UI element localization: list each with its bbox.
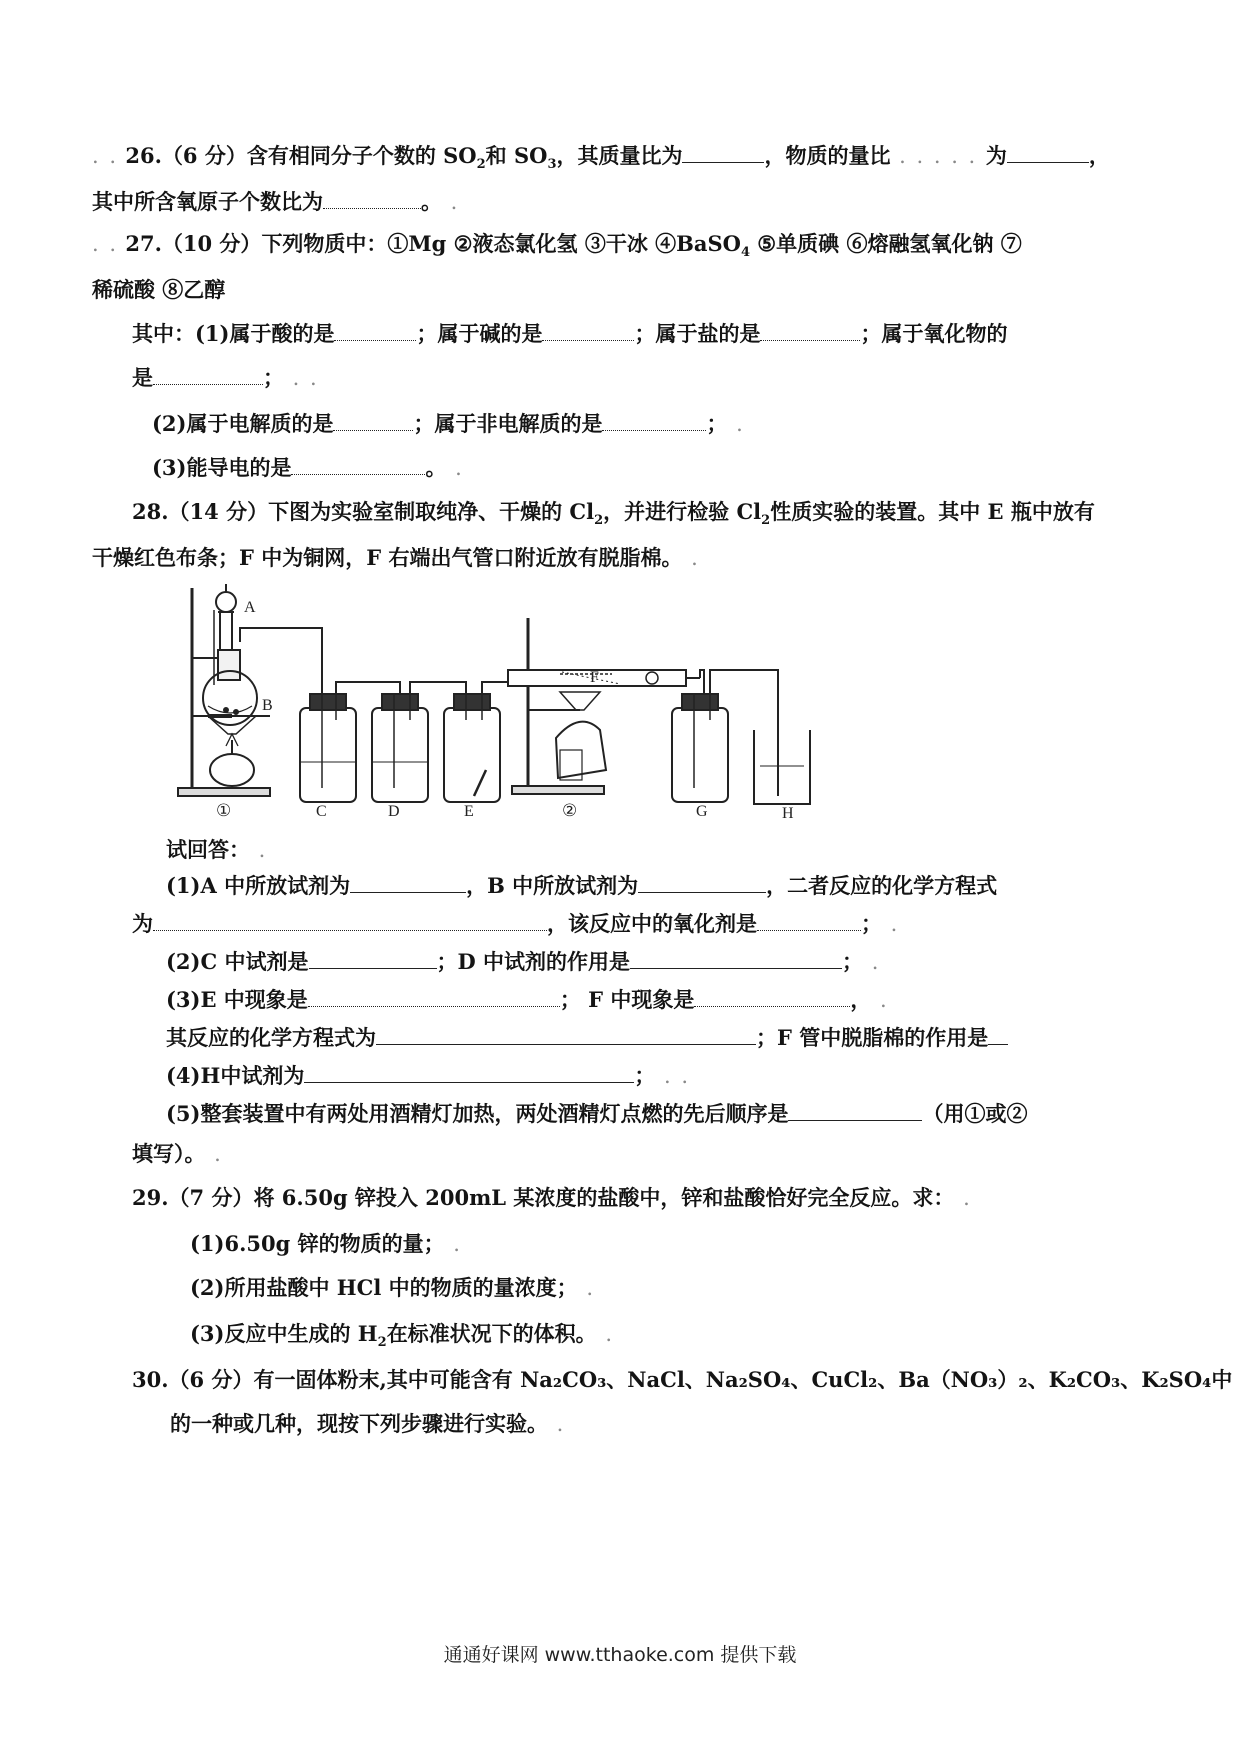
q26-line2: 其中所含氧原子个数比为 。 . — [92, 189, 460, 214]
label-G: G — [696, 803, 708, 820]
label-E: E — [464, 803, 474, 820]
q28-blank-cotton-role[interactable] — [988, 1024, 1008, 1045]
q28-blank-equation-2[interactable] — [376, 1024, 756, 1045]
q28-sub4: (4)H中试剂为 ； . . — [166, 1063, 691, 1088]
q27-blank-acid[interactable] — [334, 320, 416, 341]
q27-score: （10 分） — [161, 231, 262, 256]
bottle-D — [372, 694, 428, 802]
q27-blank-base[interactable] — [542, 320, 634, 341]
q27-part2: (2)属于电解质的是 ；属于非电解质的是 ； . — [152, 411, 745, 436]
q30-line1: 30.（6 分）有一固体粉末,其中可能含有 Na₂CO₃、NaCl、Na₂SO₄、CuCl₂、Ba（NO₃）₂、K₂CO₃、K₂SO₄中 — [132, 1367, 1233, 1392]
q29-sub3: (3)反应中生成的 $H_2$在标准状况下的体积。 . — [190, 1321, 615, 1351]
q28-blank-reagent-H[interactable] — [304, 1062, 634, 1083]
q26-number: 26. — [125, 143, 162, 168]
q27-blank-oxide[interactable] — [153, 364, 263, 385]
q28-sub2: (2)C 中试剂是 ；D 中试剂的作用是 ； . — [166, 949, 881, 974]
beaker-H — [754, 730, 810, 804]
q27-number: 27. — [125, 231, 162, 256]
q26-blank-oxygen-ratio[interactable] — [323, 188, 421, 209]
q28-blank-reagent-B[interactable] — [638, 872, 766, 893]
page-footer: 通通好课网 www.tthaoke.com 提供下载 — [443, 1644, 797, 1666]
q28-line2: 干燥红色布条；F 中为铜网，F 右端出气管口附近放有脱脂棉。 . — [92, 545, 700, 570]
bottle-E — [444, 694, 500, 802]
label-D: D — [388, 803, 400, 820]
q29-score: （7 分） — [168, 1185, 254, 1210]
q27-line2: 稀硫酸 ⑧乙醇 — [92, 277, 226, 302]
label-stand-2: ② — [562, 801, 578, 820]
q27-part1: 其中：(1)属于酸的是 ；属于碱的是 ；属于盐的是 ；属于氧化物的 — [132, 321, 1008, 346]
q30-score: （6 分） — [168, 1367, 254, 1392]
q26-blank-mass-ratio[interactable] — [682, 142, 764, 163]
q28-sub3-cont: 其反应的化学方程式为 ；F 管中脱脂棉的作用是 — [166, 1024, 1008, 1052]
q28-sub5: (5)整套装置中有两处用酒精灯加热，两处酒精灯点燃的先后顺序是 （用①或② — [166, 1101, 1028, 1126]
label-F: F — [590, 669, 599, 686]
q29-sub2: (2)所用盐酸中 HCl 中的物质的量浓度； . — [190, 1275, 595, 1300]
round-flask-B — [203, 650, 257, 725]
q28-blank-ignition-order[interactable] — [788, 1100, 922, 1121]
q30-line2: 的一种或几种，现按下列步骤进行实验。 . — [170, 1411, 566, 1436]
q29-number: 29. — [132, 1185, 169, 1210]
q28-score: （14 分） — [168, 499, 269, 524]
q28-sub3: (3)E 中现象是 ； F 中现象是 ， . — [166, 987, 889, 1012]
label-stand-1: ① — [216, 801, 232, 820]
combustion-tube-F — [508, 670, 700, 686]
burner-2 — [556, 692, 606, 780]
burner-1 — [208, 716, 256, 786]
q29-sub1: (1)6.50g 锌的物质的量； . — [190, 1231, 462, 1256]
q27-blank-electrolyte[interactable] — [333, 410, 413, 431]
q29-line1: 29.（7 分）将 6.50g 锌投入 200mL 某浓度的盐酸中，锌和盐酸恰好完全反应。求： . — [132, 1185, 972, 1210]
q28-blank-reagent-A[interactable] — [350, 872, 466, 893]
q27-blank-nonelectrolyte[interactable] — [602, 410, 706, 431]
q26-score: （6 分） — [161, 143, 247, 168]
label-A: A — [244, 599, 256, 616]
q27-part3: (3)能导电的是 。 . — [152, 455, 464, 480]
label-C: C — [316, 803, 327, 820]
q28-blank-oxidant[interactable] — [757, 910, 861, 931]
bottle-G — [672, 694, 728, 802]
bottle-C — [300, 694, 356, 802]
q30-number: 30. — [132, 1367, 169, 1392]
q27-blank-salt[interactable] — [760, 320, 860, 341]
q28-blank-reagent-C[interactable] — [309, 948, 437, 969]
q28-line1: 28.（14 分）下图为实验室制取纯净、干燥的 $Cl_2$，并进行检验 $Cl_2$性质实验的装置。其中 E 瓶中放有 — [132, 499, 1095, 529]
q26-blank-mole-ratio[interactable] — [1007, 142, 1089, 163]
q28-sub5-cont: 填写）。 . — [132, 1141, 223, 1166]
q28-answer-prompt: 试回答： . — [166, 837, 268, 862]
q28-sub1-cont: 为 ，该反应中的氧化剂是 ； . — [132, 911, 900, 936]
apparatus-diagram — [0, 570, 1240, 830]
q28-blank-phenomenon-F[interactable] — [694, 986, 850, 1007]
q28-blank-role-D[interactable] — [630, 948, 842, 969]
q28-blank-equation-1[interactable] — [153, 910, 547, 931]
q28-blank-phenomenon-E[interactable] — [308, 986, 560, 1007]
label-B: B — [262, 697, 273, 714]
q26-line1: . . 26.（6 分）含有相同分子个数的 $SO_2$和 $SO_3$，其质量比为 ，物质的量比 . . . . . 为 ， — [92, 143, 1110, 173]
q28-number: 28. — [132, 499, 169, 524]
q27-blank-conductor[interactable] — [291, 454, 425, 475]
q27-line1: . . 27.（10 分）下列物质中：①Mg ②液态氯化氢 ③干冰 ④BaSO$_4$ ⑤单质碘 ⑥熔融氢氧化钠 ⑦ — [92, 231, 1022, 261]
q27-part1-cont: 是 ； . . — [132, 365, 319, 390]
q28-sub1: (1)A 中所放试剂为 ，B 中所放试剂为 ，二者反应的化学方程式 — [166, 873, 998, 898]
label-H: H — [782, 805, 794, 822]
